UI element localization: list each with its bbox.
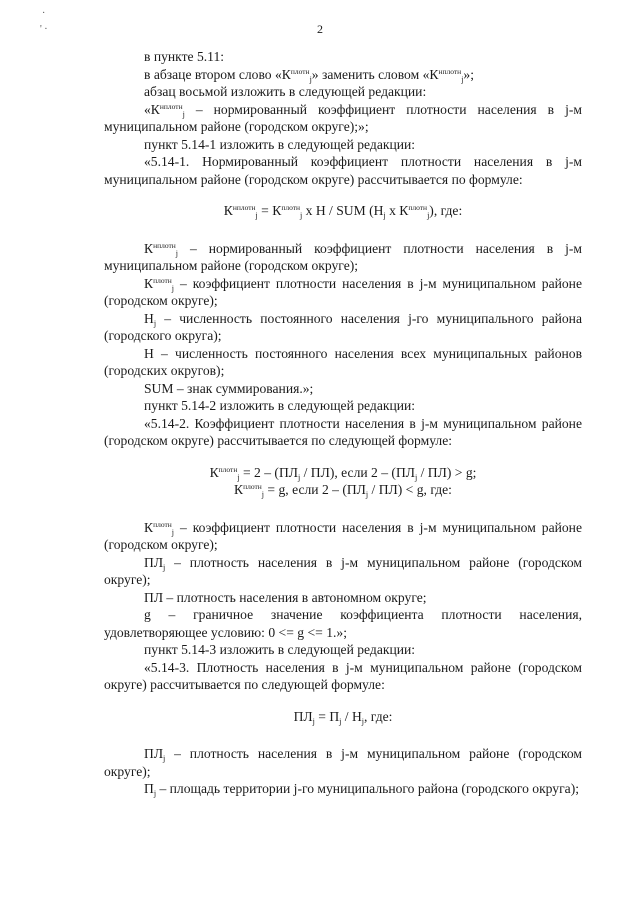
definition: $ПЛ_j$ – плотность населения в j-м муниципальном районе (городском округе); (104, 746, 582, 779)
scan-speck: ' · (40, 24, 48, 35)
definition: ПЛ – плотность населения в автономном округе; (144, 589, 427, 605)
document-body (104, 48, 582, 798)
definition: g – граничное значение коэффициента плотности населения, удовлетворяющее условию: 0 <= g <= 1.»; (104, 607, 582, 640)
paragraph: «5.14-1. Нормированный коэффициент плотности населения в j-м муниципальном районе (городском округе) рассчитывается по формуле: (104, 154, 582, 187)
formula-population-density: $ПЛ_j = П_j / Н_j$, где: (293, 708, 393, 726)
paragraph: пункт 5.14-3 изложить в следующей редакции: (144, 642, 416, 657)
definition: $Н_j$ – численность постоянного населения j-го муниципального района (городского округа); (104, 310, 582, 343)
paragraph: пункт 5.14-1 изложить в следующей редакции: (144, 136, 416, 152)
definition: $К^{плотн}_j$ – коэффициент плотности населения в j-м муниципальном районе (городском округе); (104, 275, 582, 308)
definition: $ПЛ_j$ – плотность населения в j-м муниципальном районе (городском округе); (104, 554, 582, 587)
paragraph: «5.14-2. Коэффициент плотности населения в j-м муниципальном районе (городском округе) рассчитывается по следующей формуле: (104, 415, 582, 448)
formula-normalized-coefficient: $К^{нплотн}_j = К^{плотн}_j$ х Н / SUM ($Н_j$ х $К^{плотн}_j$), где: (223, 203, 463, 220)
scan-speck: · (42, 8, 46, 19)
definition: $П_j$ – площадь территории j-го муниципального района (городского округа); (144, 781, 580, 798)
paragraph: «5.14-3. Плотность населения в j-м муниципальном районе (городском округе) рассчитывается по следующей формуле: (104, 659, 582, 692)
paragraph: пункт 5.14-2 изложить в следующей редакции: (144, 398, 416, 413)
paragraph: «$К^{нплотн}_j$ – нормированный коэффициент плотности населения в j-м муниципальном районе (городском округе);»; (104, 101, 582, 134)
definition: $К^{плотн}_j$ – коэффициент плотности населения в j-м муниципальном районе (городском округе); (104, 519, 582, 552)
paragraph: в абзаце втором слово «$К^{плотн}_j$» заменить словом «$К^{нплотн}_j$»; (144, 66, 474, 84)
definition: $К^{нплотн}_j$ – нормированный коэффициент плотности населения в j-м муниципальном районе (городском округе); (104, 240, 582, 273)
formula-density-coefficient-1: $К^{плотн}_j = 2 - (ПЛ_j / ПЛ)$, если $2 - (ПЛ_j / ПЛ) > g$; (209, 464, 477, 482)
paragraph: абзац восьмой изложить в следующей редакции: (144, 84, 427, 99)
paragraph: в пункте 5.11: (144, 49, 225, 64)
page-number: 2 (317, 22, 323, 36)
definition: SUM – знак суммирования.»; (144, 380, 314, 396)
definition: Н – численность постоянного населения всех муниципальных районов (городских округов); (104, 345, 582, 378)
formula-density-coefficient-2: $К^{плотн}_j = g$, если $2 - (ПЛ_j / ПЛ) < g$, где: (234, 482, 452, 499)
